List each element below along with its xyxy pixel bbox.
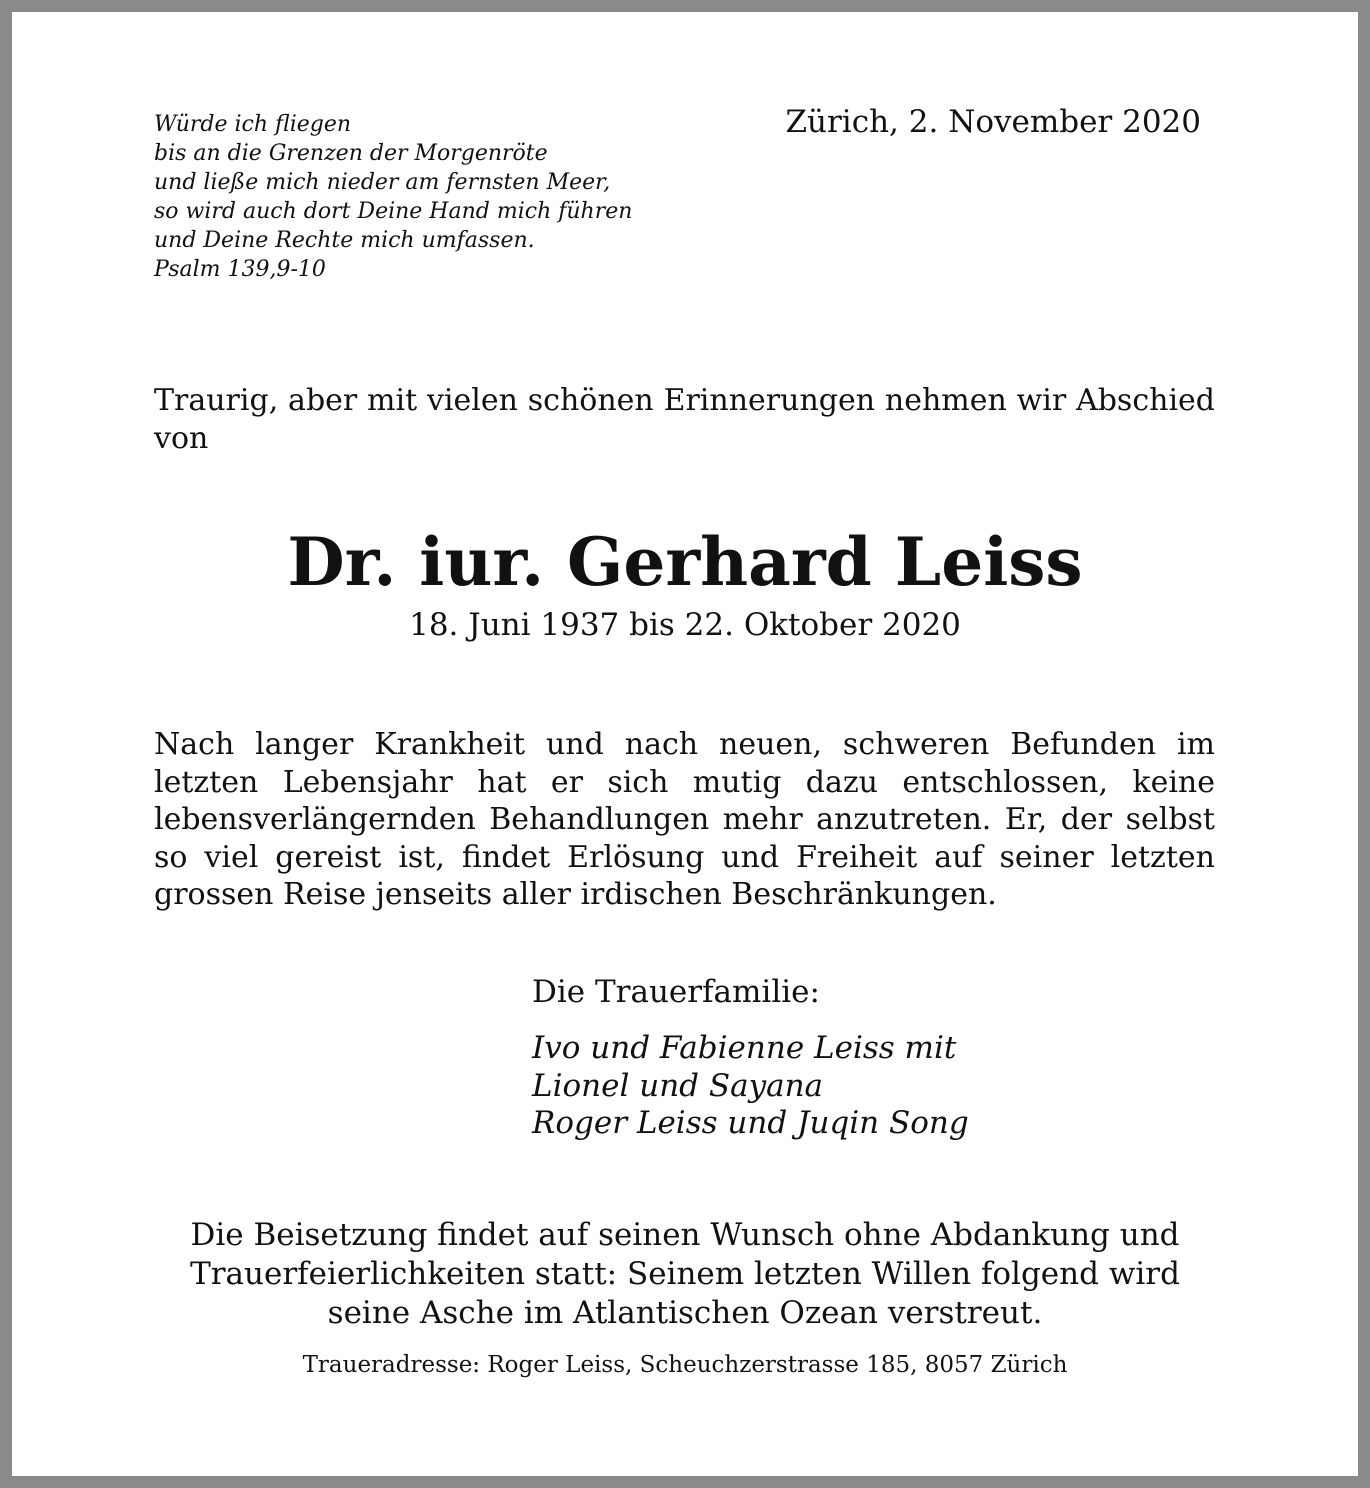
- burial-line: Die Beisetzung findet auf seinen Wunsch ohne Abdankung und: [190, 1217, 1180, 1253]
- family-member-line: Roger Leiss und Juqin Song: [532, 1105, 969, 1141]
- burial-line: seine Asche im Atlantischen Ozean verstreut.: [327, 1295, 1043, 1331]
- family-members: [532, 1030, 969, 1143]
- lifespan-dates: 18. Juni 1937 bis 22. Oktober 2020: [409, 607, 961, 643]
- place-and-date: Zürich, 2. November 2020: [785, 104, 1201, 140]
- verse-line: und ließe mich nieder am fernsten Meer,: [154, 170, 611, 195]
- burial-notice: [12, 1216, 1358, 1333]
- intro-text: Traurig, aber mit vielen schönen Erinnerungen nehmen wir Abschied von: [154, 383, 1215, 456]
- family-member-line: Ivo und Fabienne Leiss mit: [532, 1030, 957, 1066]
- verse-line: und Deine Rechte mich umfassen.: [154, 228, 535, 253]
- mourning-address: Traueradresse: Roger Leiss, Scheuchzerstrasse 185, 8057 Zürich: [302, 1352, 1068, 1378]
- deceased-name: Dr. iur. Gerhard Leiss: [287, 523, 1083, 601]
- verse-reference: Psalm 139,9-10: [154, 257, 326, 282]
- burial-line: Trauerfeierlichkeiten statt: Seinem letzten Willen folgend wird: [190, 1256, 1180, 1292]
- family-member-line: Lionel und Sayana: [532, 1067, 824, 1104]
- psalm-verse: [154, 110, 754, 284]
- verse-line: so wird auch dort Deine Hand mich führen: [154, 199, 633, 224]
- family-heading: Die Trauerfamilie:: [532, 974, 820, 1010]
- verse-line: bis an die Grenzen der Morgenröte: [154, 141, 548, 166]
- obituary-page: [12, 12, 1358, 1476]
- verse-line: Würde ich fliegen: [154, 112, 352, 137]
- body-paragraph: Nach langer Krankheit und nach neuen, schweren Befunden im letzten Lebensjahr hat er sich mutig dazu entschlossen, keine lebensverlängernden Behandlungen mehr anzutreten. Er, der selbst so viel gereist ist, findet Erlösung und Freiheit auf seiner letzten grossen Reise jenseits aller irdischen Beschränkungen.: [154, 727, 1215, 912]
